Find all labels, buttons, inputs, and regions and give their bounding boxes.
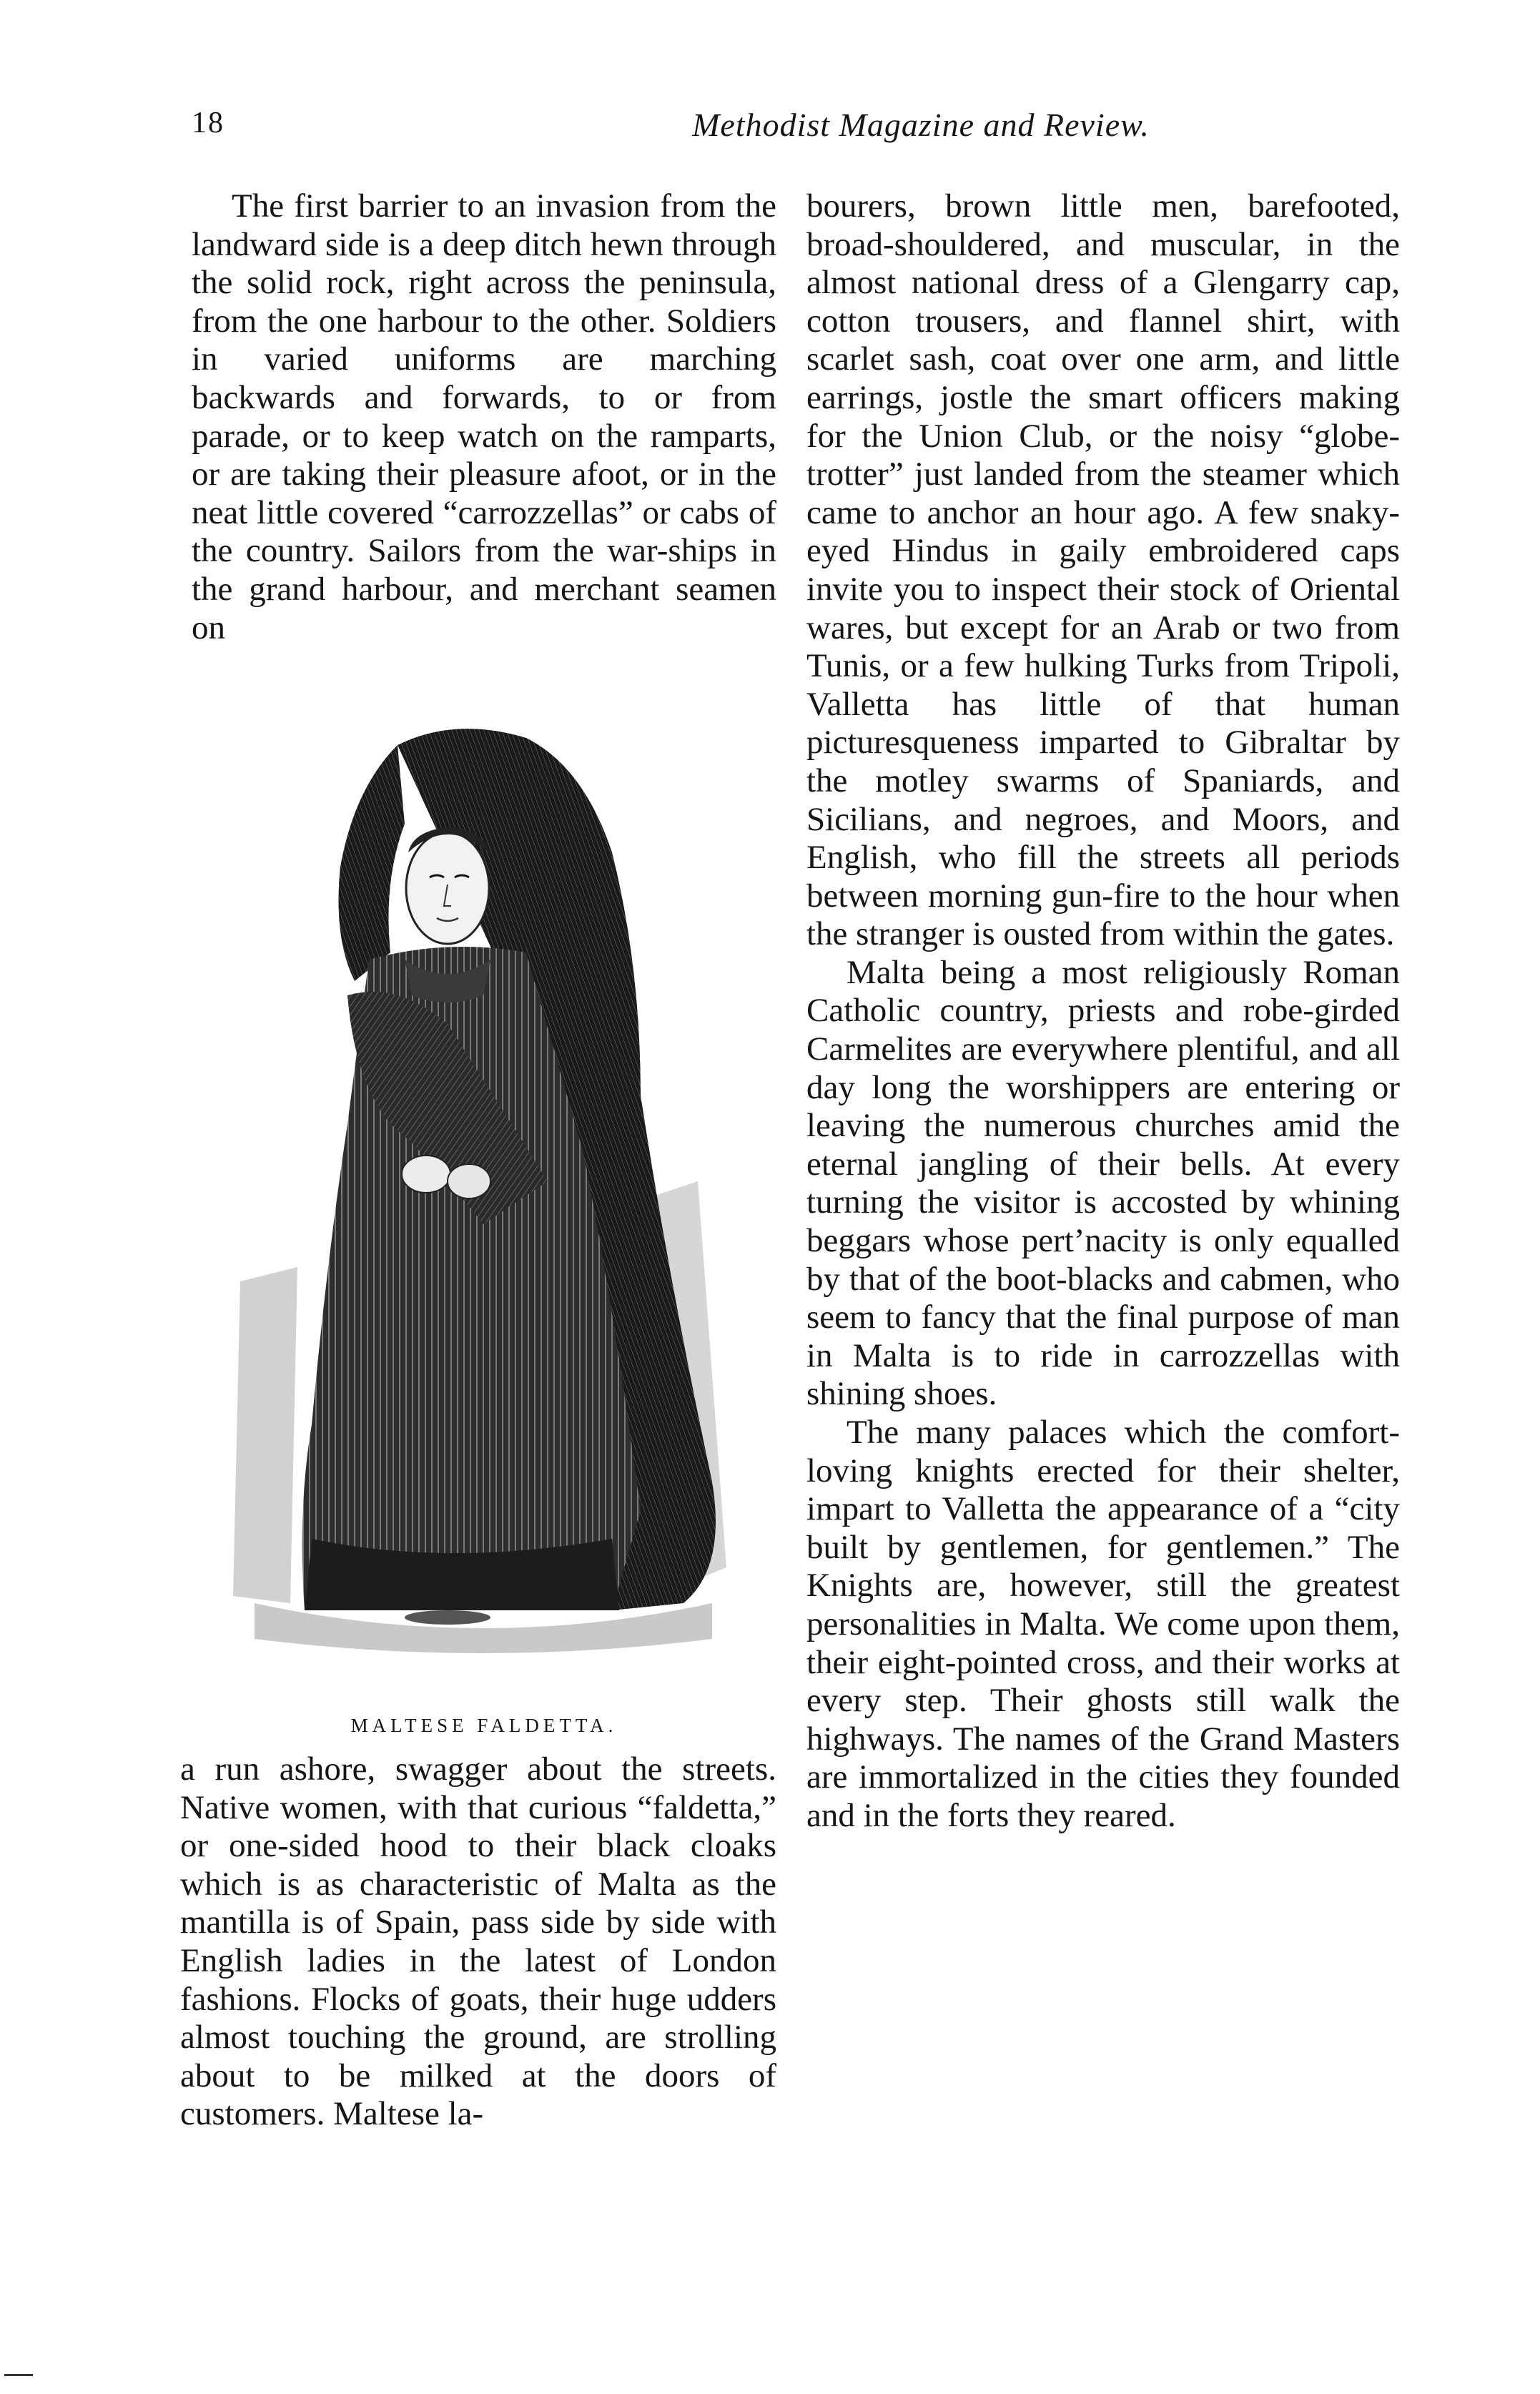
paragraph: The many palaces which the comfort-loving knights erected for their shelter, impart to Valletta the appearance of a “city built by gentlemen, for gentlemen.” The Knights are, however, still the greatest personalities in Malta. We come upon them, their eight-pointed cross, and their works at every step. Their ghosts still walk the highways. The names of the Grand Masters are immortalized in the cities they founded and in the forts they reared. [806,1414,1400,1834]
right-column [806,187,1400,2218]
page-header [192,106,1407,163]
left-column-top [192,187,776,716]
margin-mark [4,2374,33,2376]
paragraph: a run ashore, swagger about the streets. Native women, with that curious “faldetta,” or one-sided hood to their black cloaks which is as characteristic of Malta as the mantilla is of Spain, pass side by side with English ladies in the latest of London fashions. Flocks of goats, their huge udders almost touching the ground, are strolling about to be milked at the doors of customers. Maltese la- [180,1750,776,2133]
shoe-shadow [405,1610,490,1625]
paragraph: bourers, brown little men, barefooted, broad-shouldered, and muscular, in the almost national dress of a Glengarry cap, cotton trousers, and flannel shirt, with scarlet sash, coat over one arm, and little earrings, jostle the smart officers making for the Union Club, or the noisy “globe-trotter” just landed from the steamer which came to anchor an hour ago. A few snaky-eyed Hindus in gaily embroidered caps invite you to inspect their stock of Oriental wares, but except for an Arab or two from Tunis, or a few hulking Turks from Tripoli, Valletta has little of that human picturesqueness imparted to Gibraltar by the motley swarms of Spaniards, and Sicilians, and negroes, and Moors, and English, who fill the streets all periods between morning gun-fire to the hour when the stranger is ousted from within the gates. [806,187,1400,953]
paragraph: Malta being a most religiously Roman Catholic country, priests and robe-girded Carmelites are everywhere plentiful, and all day long the worshippers are entering or leaving the numerous churches amid the eternal jangling of their bells. At every turning the visitor is accosted by whining beggars whose pert’nacity is only equalled by that of the boot-blacks and cabmen, who seem to fancy that the final purpose of man in Malta is to ride in carrozzellas with shining shoes. [806,953,1400,1413]
hood-left-edge [339,745,405,981]
figure-caption: MALTESE FALDETTA. [350,1715,618,1736]
running-title: Methodist Magazine and Review. [692,107,1150,143]
maltese-faldetta-illustration [212,724,755,1696]
paragraph: The first barrier to an invasion from the landward side is a deep ditch hewn through the solid rock, right across the peninsula, from the one harbour to the other. Soldiers in varied uniforms are marching backwards and forwards, to or from parade, or to keep watch on the ramparts, or are taking their pleasure afoot, or in the neat little covered “carrozzellas” or cabs of the country. Sailors from the war-ships in the grand harbour, and merchant seamen on [192,187,776,646]
left-column-bottom [180,1750,776,2208]
page-number: 18 [192,107,224,139]
